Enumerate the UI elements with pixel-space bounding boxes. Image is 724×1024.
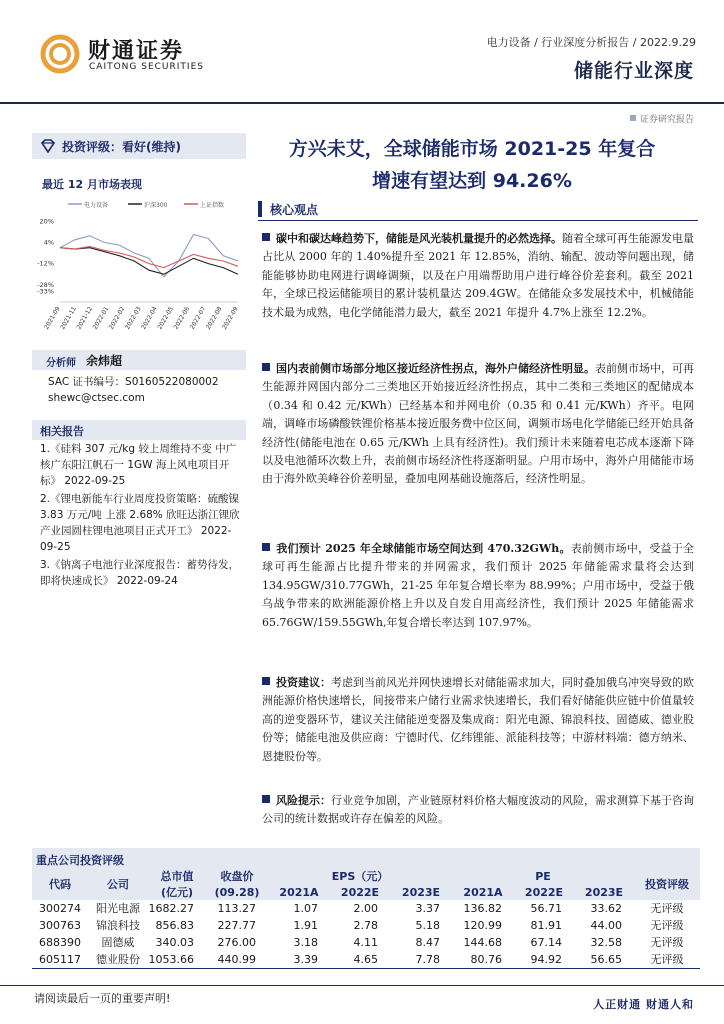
report-title-line: 增速有望达到 94.26% — [372, 170, 572, 192]
section-divider — [258, 220, 698, 221]
cell-pe-2023e: 32.58 — [574, 934, 634, 951]
x-tick-label: 2021-09 — [43, 305, 62, 331]
paragraph-body: 表前侧市场中，可再生能源并网国内部分二三类地区开始接近经济性拐点，其中二类和三类地区的配储成本（0.34 和 0.42 元/KWh）已经基本和并网电价（0.35 和 0.41 元/KWh）齐平。电网端，调峰市场磷酸铁锂价格基本接近服务费中位区间，调频市场电化学储能已经开始具备经济性(储能电池在 0.65 元/KWh 上具有经济性)。我们预计未来随着电芯成本逐渐下降以及电池循环次数上升，表前侧市场经济性将逐渐明显。户用市场中，海外户用储能市场由于海外欧美峰谷价差明显，叠加电网基础设施落后，经济性明显。 — [262, 362, 694, 486]
analyst-sac: SAC 证书编号：S0160522080002 — [48, 376, 219, 388]
cell-pe-2022e: 81.91 — [514, 917, 574, 934]
bullet-icon — [262, 233, 270, 241]
x-tick-label: 2022-04 — [140, 305, 159, 331]
table-row — [32, 951, 700, 968]
cell-code: 605117 — [32, 951, 88, 968]
cell-market-cap: 1682.27 — [148, 900, 206, 917]
paragraph-body: 随着全球可再生能源发电量占比从 2000 年的 1.40%提升至 2021 年 12.85%，消纳、输配、波动等问题出现，储能能够协助电网进行调峰调频，以及在户用端帮助用户进行峰谷价差套利。截至 2021 年，全球已投运储能项目的累计装机量达 209.4GW。在储能众多发展技术中，机械储能技术最为成熟，电化学储能潜力最大，截至 2021 年提升 4.7%上涨至 12.2%。 — [262, 232, 694, 319]
cell-eps-2023e: 3.37 — [390, 900, 452, 917]
diamond-icon — [40, 139, 56, 153]
cell-pe-2023e: 44.00 — [574, 917, 634, 934]
y-tick-label: 20% — [39, 217, 54, 226]
logo-text-cn: 财通证券 — [88, 39, 185, 64]
paragraph-lead: 我们预计 2025 年全球储能市场空间达到 470.32GWh。 — [276, 542, 571, 555]
core-views-title: 核心观点 — [270, 203, 319, 217]
cell-eps-2022e: 4.11 — [330, 934, 390, 951]
header-rating: 投资评级 — [634, 868, 700, 900]
cell-pe-2022e: 56.71 — [514, 900, 574, 917]
core-view-paragraph — [262, 230, 694, 322]
cell-market-cap: 340.03 — [148, 934, 206, 951]
legend-label: 沪深300 — [144, 202, 168, 209]
y-tick-label: -28% — [37, 280, 54, 289]
series-line — [60, 248, 238, 275]
cell-eps-2021a: 1.91 — [268, 917, 330, 934]
header-market-cap-unit: (亿元) — [148, 884, 206, 900]
core-view-paragraph — [262, 792, 694, 829]
x-tick-label: 2022-05 — [156, 305, 176, 331]
header-close-price-date: (09.28) — [206, 884, 268, 900]
cell-eps-2023e: 7.78 — [390, 951, 452, 968]
cell-eps-2022e: 2.78 — [330, 917, 390, 934]
x-tick-label: 2022-01 — [91, 305, 111, 331]
report-category-title: 储能行业深度 — [573, 60, 694, 82]
report-meta: 电力设备 / 行业深度分析报告 / 2022.9.29 — [486, 36, 696, 49]
bullet-icon — [262, 795, 270, 803]
paragraph-lead: 碳中和碳达峰趋势下，储能是风光装机量提升的必然选择。 — [276, 232, 562, 245]
header-divider — [0, 102, 724, 104]
table-title: 重点公司投资评级 — [36, 854, 124, 867]
cell-rating: 无评级 — [634, 900, 700, 917]
disclaimer-note: 请阅读最后一页的重要声明! — [34, 992, 171, 1005]
header-pe: PE — [452, 868, 634, 884]
related-report-item[interactable]: 1.《硅料 307 元/kg 较上周维持不变 中广核广东阳江帆石一 1GW 海上风电项目开标》 2022-09-25 — [40, 443, 237, 487]
paragraph-lead: 风险提示： — [276, 794, 331, 807]
x-tick-label: 2021-12 — [75, 305, 95, 331]
cell-rating: 无评级 — [634, 951, 700, 968]
header-close-price: 收盘价 — [206, 868, 268, 884]
paragraph-body: 考虑到当前风光并网快速增长对储能需求加大，同时叠加俄乌冲突导致的欧洲能源价格快速增长，间接带来户储行业需求快速增长，我们看好储能供应链中价值量较高的逆变器环节，建议关注储能逆变器及集成商：阳光电源、锦浪科技、固德威、德业股份等；储能电池及供应商：宁德时代、亿纬锂能、派能科技等；中游材料端：德方纳米、恩捷股份等。 — [262, 676, 694, 763]
paragraph-body: 行业竞争加剧，产业链原材料价格大幅度波动的风险，需求测算下基于咨询公司的统计数据或许存在偏差的风险。 — [262, 794, 694, 826]
paragraph-lead: 投资建议： — [276, 676, 331, 689]
analyst-label: 分析师 — [46, 358, 76, 369]
cell-market-cap: 856.83 — [148, 917, 206, 934]
cell-pe-2021a: 144.68 — [452, 934, 514, 951]
legend-label: 上证指数 — [200, 202, 225, 209]
header-year: 2022E — [514, 884, 574, 900]
cell-eps-2023e: 8.47 — [390, 934, 452, 951]
trend-chart-title: 最近 12 月市场表现 — [42, 178, 142, 191]
y-tick-label: -12% — [37, 259, 54, 268]
legend-label: 电力设备 — [84, 202, 109, 209]
cell-pe-2022e: 94.92 — [514, 951, 574, 968]
x-tick-label: 2022-02 — [107, 305, 127, 331]
section-marker — [258, 201, 262, 217]
x-tick-label: 2021-11 — [59, 305, 78, 331]
cell-market-cap: 1053.66 — [148, 951, 206, 968]
related-report-item[interactable]: 3.《钠离子电池行业深度报告：蓄势待发，即将快速成长》 2022-09-24 — [40, 559, 240, 587]
bullet-icon — [262, 363, 270, 371]
bullet-icon — [262, 677, 270, 685]
cell-eps-2021a: 3.18 — [268, 934, 330, 951]
cell-pe-2021a: 136.82 — [452, 900, 514, 917]
cell-close-price: 276.00 — [206, 934, 268, 951]
research-tag: 证券研究报告 — [630, 112, 694, 125]
report-title-line: 方兴未艾，全球储能市场 2021-25 年复合 — [288, 138, 656, 160]
cell-pe-2021a: 120.99 — [452, 917, 514, 934]
table-row — [32, 917, 700, 934]
logo-text-en: CAITONG SECURITIES — [89, 62, 204, 72]
table-bottom-rule — [32, 968, 700, 969]
header-eps: EPS（元） — [268, 868, 452, 884]
header-year: 2023E — [390, 884, 452, 900]
market-performance-chart — [34, 196, 244, 344]
investment-rating: 投资评级：看好(维持) — [62, 140, 181, 154]
core-view-paragraph — [262, 360, 694, 489]
cell-company: 固德威 — [88, 934, 148, 951]
paragraph-body: 表前侧市场中，受益于全球可再生能源占比提升带来的并网需求，我们预计 2025 年储能需求量将会达到 134.95GW/310.77GWh，21-25 年年复合增长率为 88.99%；户用市场中，受益于俄乌战争带来的欧洲能源价格上升以及自发自用高经济性，我们预计 2025 年储能需求 65.76GW/159.55GWh,年复合增长率达到 107.97%。 — [262, 542, 695, 629]
table-row — [32, 934, 700, 951]
header-year: 2023E — [574, 884, 634, 900]
x-tick-label: 2022-06 — [172, 305, 192, 331]
cell-pe-2023e: 56.65 — [574, 951, 634, 968]
core-view-paragraph — [262, 674, 694, 766]
cell-pe-2021a: 80.76 — [452, 951, 514, 968]
cell-close-price: 440.99 — [206, 951, 268, 968]
related-reports-title: 相关报告 — [40, 425, 84, 438]
y-tick-label: -33% — [37, 287, 54, 296]
cell-code: 300274 — [32, 900, 88, 917]
cell-company: 锦浪科技 — [88, 917, 148, 934]
cell-company: 阳光电源 — [88, 900, 148, 917]
cell-eps-2021a: 3.39 — [268, 951, 330, 968]
cell-pe-2023e: 33.62 — [574, 900, 634, 917]
cell-eps-2023e: 5.18 — [390, 917, 452, 934]
x-tick-label: 2022-03 — [124, 305, 143, 331]
header-year: 2021A — [268, 884, 330, 900]
footer-slogan: 人正财通 财通人和 — [593, 998, 694, 1011]
paragraph-lead: 国内表前侧市场部分地区接近经济性拐点，海外户储经济性明显。 — [276, 362, 595, 375]
report-title — [252, 133, 692, 197]
y-tick-label: 4% — [43, 238, 54, 247]
x-tick-label: 2022-07 — [188, 305, 208, 331]
header-code: 代码 — [32, 868, 88, 900]
cell-close-price: 227.77 — [206, 917, 268, 934]
cell-pe-2022e: 67.14 — [514, 934, 574, 951]
x-tick-label: 2022-09 — [221, 305, 240, 331]
related-reports-list — [40, 441, 240, 591]
analyst-name: 余炜超 — [86, 354, 123, 368]
header-market-cap: 总市值 — [148, 868, 206, 884]
bullet-icon — [262, 543, 270, 551]
header-year: 2021A — [452, 884, 514, 900]
table-banner — [32, 848, 700, 870]
header-year: 2022E — [330, 884, 390, 900]
cell-eps-2021a: 1.07 — [268, 900, 330, 917]
footer-divider — [0, 985, 724, 986]
related-report-item[interactable]: 2.《锂电新能车行业周度投资策略：硫酸镍 3.83 万元/吨 上涨 2.68% 欣旺达浙江锂欣产业园圆柱锂电池项目正式开工》 2022-09-25 — [40, 493, 240, 553]
cell-close-price: 113.27 — [206, 900, 268, 917]
core-view-paragraph — [262, 540, 694, 632]
cell-code: 300763 — [32, 917, 88, 934]
cell-rating: 无评级 — [634, 934, 700, 951]
cell-rating: 无评级 — [634, 917, 700, 934]
analyst-email[interactable]: shewc@ctsec.com — [48, 392, 145, 404]
table-row — [32, 900, 700, 917]
company-rating-table — [32, 868, 700, 968]
cell-company: 德业股份 — [88, 951, 148, 968]
x-tick-label: 2022-08 — [204, 305, 224, 331]
caitong-logo-icon — [40, 34, 80, 74]
cell-code: 688390 — [32, 934, 88, 951]
cell-eps-2022e: 4.65 — [330, 951, 390, 968]
header-company: 公司 — [88, 868, 148, 900]
cell-eps-2022e: 2.00 — [330, 900, 390, 917]
